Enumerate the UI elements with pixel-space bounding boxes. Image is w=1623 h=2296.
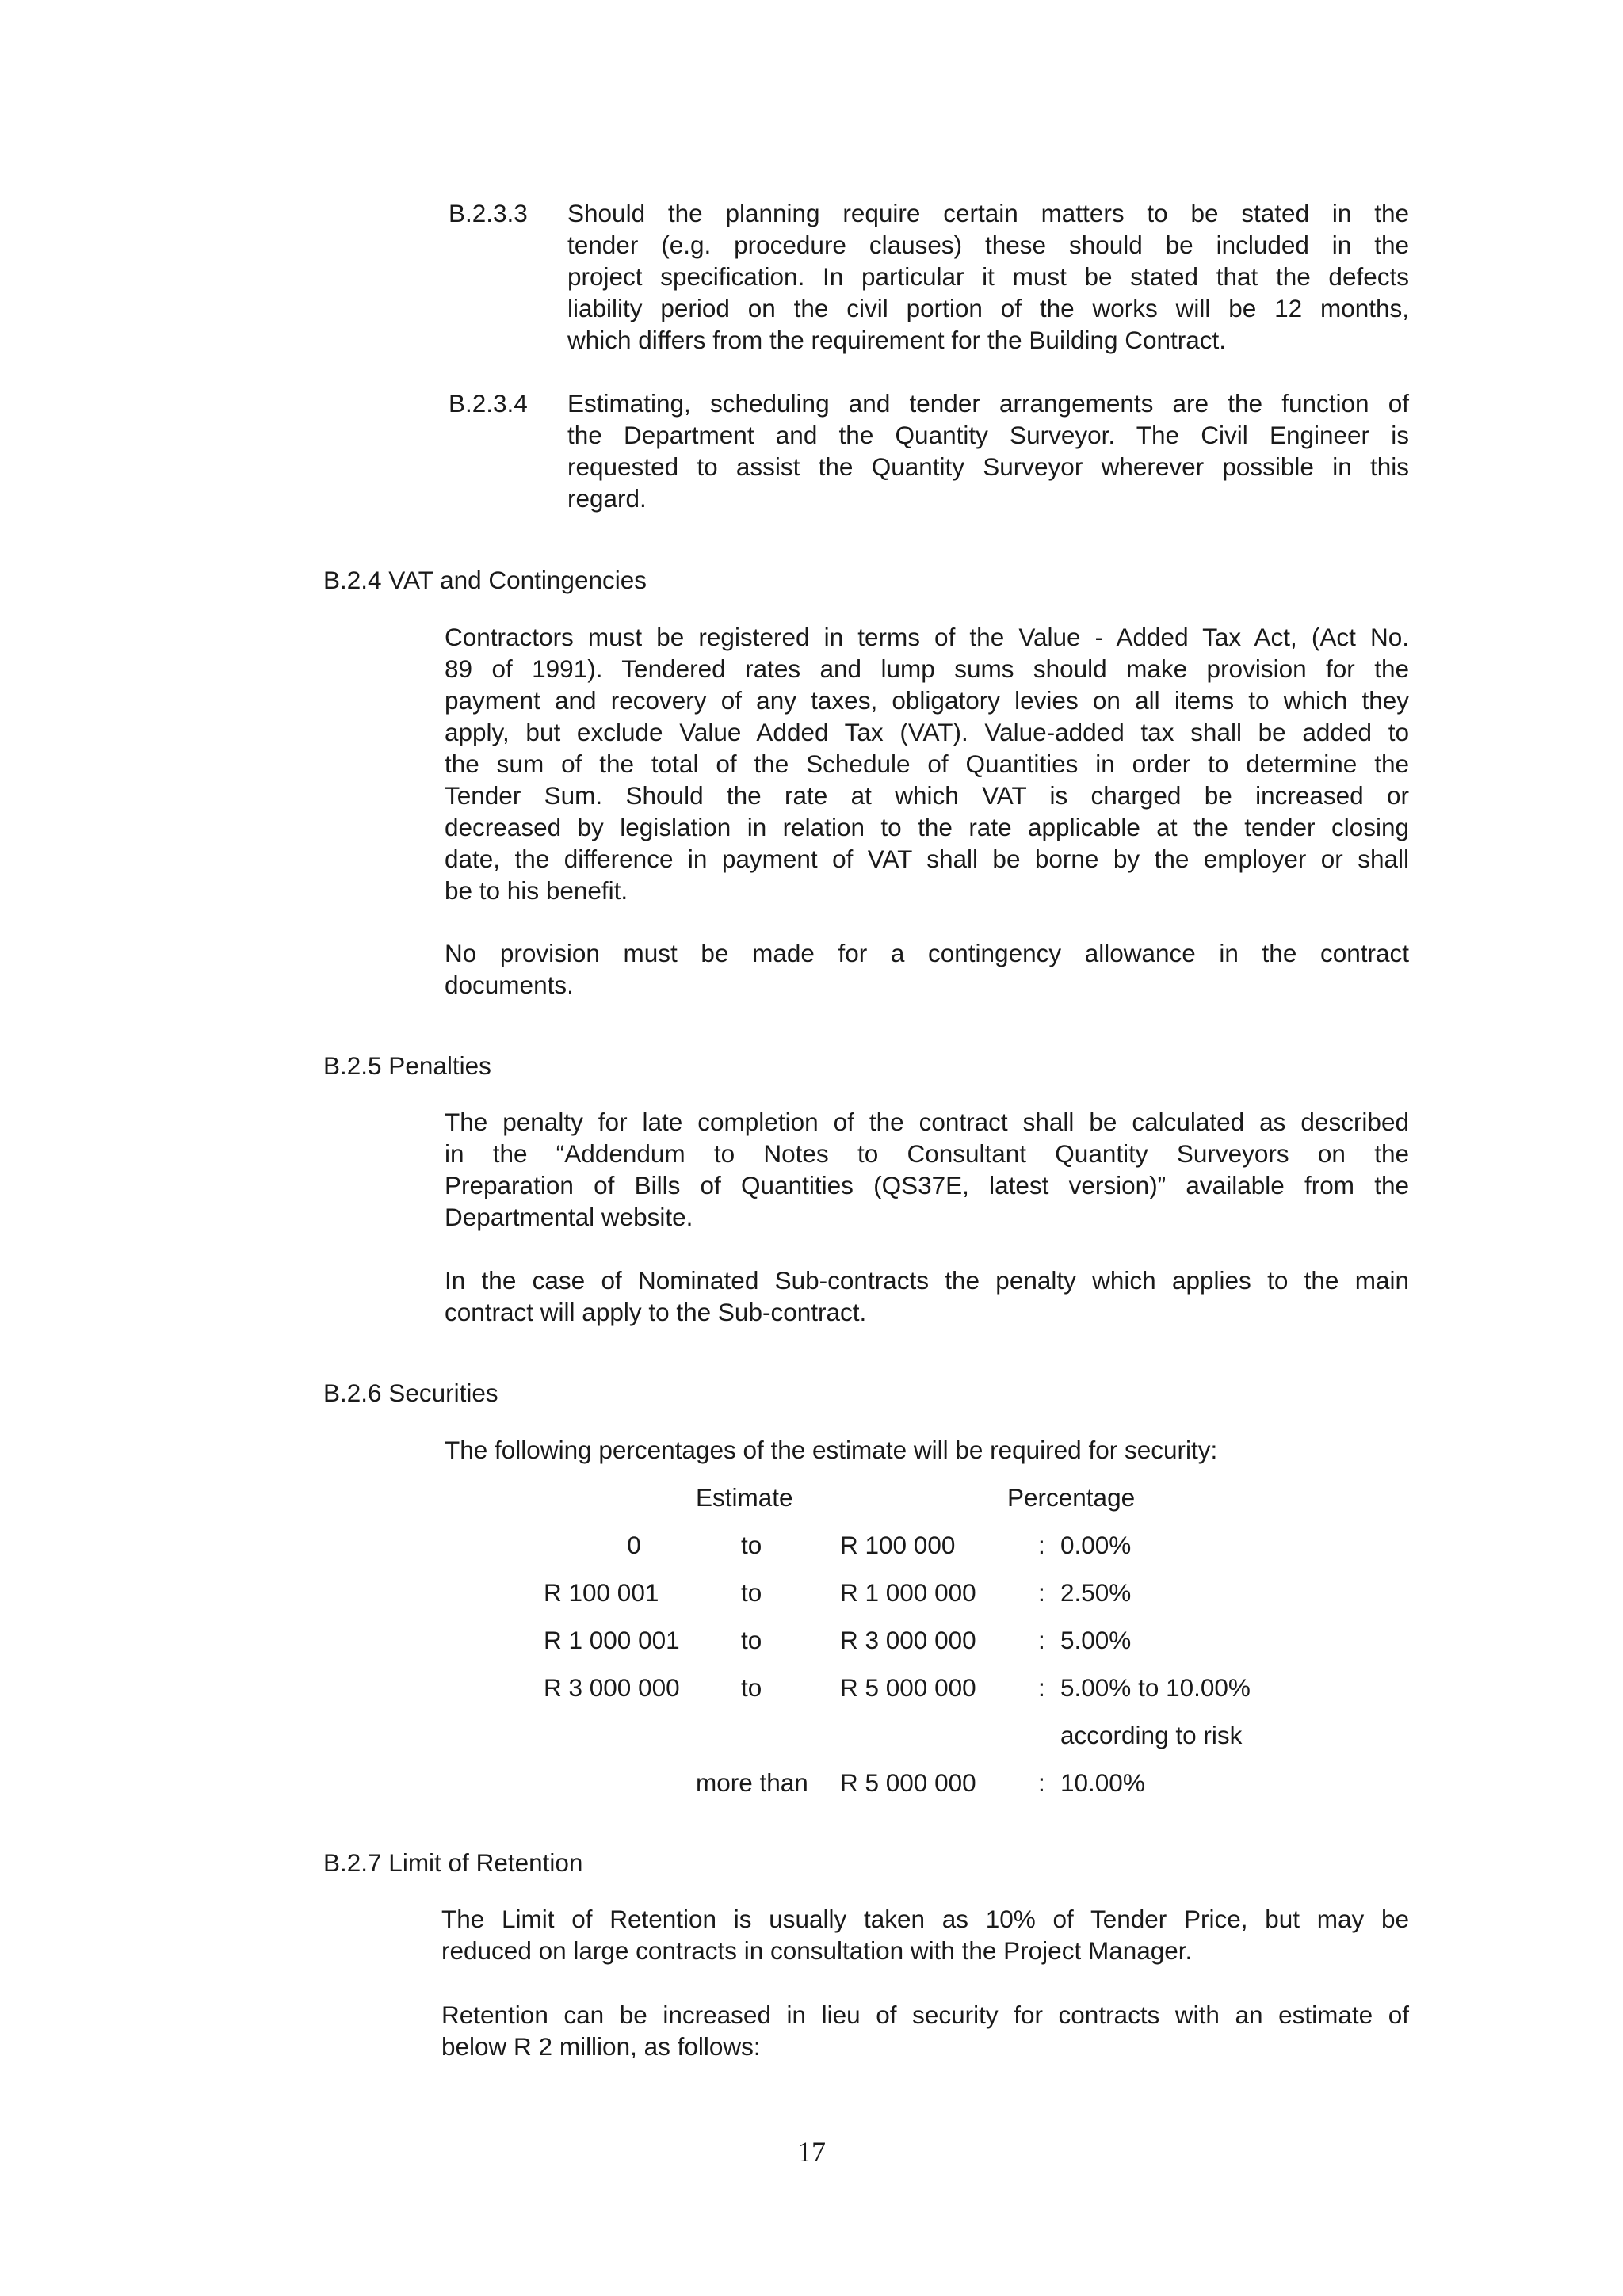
text-line: Departmental website. — [445, 1203, 693, 1231]
estimate-to: R 5 000 000 — [840, 1673, 976, 1702]
section-heading-b27: B.2.7 Limit of Retention — [323, 1848, 583, 1877]
colon-separator: : — [1038, 1768, 1045, 1797]
colon-separator: : — [1038, 1578, 1045, 1607]
colon-separator: : — [1038, 1673, 1045, 1702]
text-line: the sum of the total of the Schedule of Quantities in order to determine the — [445, 749, 1409, 778]
securities-intro: The following percentages of the estimate will be required for security: — [445, 1436, 1218, 1464]
text-line: contract will apply to the Sub-contract. — [445, 1298, 867, 1326]
text-line: tender (e.g. procedure clauses) these should be included in the — [567, 231, 1409, 259]
text-line: be to his benefit. — [445, 876, 628, 905]
text-line: in the “Addendum to Notes to Consultant Quantity Surveyors on the — [445, 1139, 1409, 1168]
colon-separator: : — [1038, 1531, 1045, 1559]
text-line: the Department and the Quantity Surveyor. The Civil Engineer is — [567, 421, 1409, 449]
to-word: to — [741, 1626, 762, 1654]
text-line: apply, but exclude Value Added Tax (VAT). Value-added tax shall be added to — [445, 718, 1409, 746]
percentage-value: 10.00% — [1060, 1768, 1145, 1797]
paragraph-b27-increase — [441, 1999, 1409, 2062]
estimate-to: R 100 000 — [840, 1531, 956, 1559]
text-line: Tender Sum. Should the rate at which VAT is charged be increased or — [445, 781, 1409, 810]
percentage-value: 2.50% — [1060, 1578, 1132, 1607]
text-line: The penalty for late completion of the contract shall be calculated as described — [445, 1108, 1409, 1136]
text-line: The Limit of Retention is usually taken as 10% of Tender Price, but may be — [441, 1905, 1409, 1933]
paragraph-b234 — [567, 387, 1409, 514]
text-line: reduced on large contracts in consultation with the Project Manager. — [441, 1936, 1193, 1965]
text-line: decreased by legislation in relation to the rate applicable at the tender closing — [445, 813, 1409, 841]
page-number: 17 — [797, 2136, 826, 2168]
estimate-to: R 1 000 000 — [840, 1578, 976, 1607]
text-line: Retention can be increased in lieu of security for contracts with an estimate of — [441, 2000, 1409, 2029]
to-word: to — [741, 1578, 762, 1607]
estimate-from: R 1 000 001 — [544, 1626, 680, 1654]
text-line: which differs from the requirement for the Building Contract. — [567, 326, 1227, 354]
percentage-value: 5.00% to 10.00% — [1060, 1673, 1251, 1702]
text-line: Should the planning require certain matters to be stated in the — [567, 199, 1409, 227]
percentage-value: 0.00% — [1060, 1531, 1132, 1559]
text-line: liability period on the civil portion of the works will be 12 months, — [567, 294, 1409, 322]
text-line: requested to assist the Quantity Surveyor wherever possible in this — [567, 452, 1409, 481]
text-line: below R 2 million, as follows: — [441, 2032, 761, 2061]
paragraph-b233 — [567, 197, 1409, 356]
estimate-from: 0 — [627, 1531, 641, 1559]
subsection-number-b234: B.2.3.4 — [449, 389, 528, 418]
estimate-from: R 3 000 000 — [544, 1673, 680, 1702]
text-line: Preparation of Bills of Quantities (QS37E, latest version)” available from the — [445, 1171, 1409, 1199]
text-line: In the case of Nominated Sub-contracts the penalty which applies to the main — [445, 1266, 1409, 1295]
text-line: No provision must be made for a contingency allowance in the contract — [445, 939, 1409, 967]
text-line: Estimating, scheduling and tender arrangements are the function of — [567, 389, 1409, 418]
text-line: project specification. In particular it must be stated that the defects — [567, 262, 1409, 291]
estimate-to: R 5 000 000 — [840, 1768, 976, 1797]
estimate-from: R 100 001 — [544, 1578, 659, 1607]
percentage-note: according to risk — [1060, 1721, 1243, 1749]
text-line: 89 of 1991). Tendered rates and lump sums should make provision for the — [445, 654, 1409, 683]
colon-separator: : — [1038, 1626, 1045, 1654]
text-line: date, the difference in payment of VAT shall be borne by the employer or shall — [445, 845, 1409, 873]
paragraph-b24-vat — [445, 621, 1409, 906]
more-than-word: more than — [696, 1768, 808, 1797]
section-heading-b24: B.2.4 VAT and Contingencies — [323, 566, 647, 594]
estimate-to: R 3 000 000 — [840, 1626, 976, 1654]
to-word: to — [741, 1531, 762, 1559]
text-line: documents. — [445, 971, 574, 999]
text-line: Contractors must be registered in terms of the Value - Added Tax Act, (Act No. — [445, 623, 1409, 651]
paragraph-b27-limit — [441, 1903, 1409, 1966]
column-header-percentage: Percentage — [1007, 1483, 1136, 1512]
text-line: payment and recovery of any taxes, obligatory levies on all items to which they — [445, 686, 1409, 715]
to-word: to — [741, 1673, 762, 1702]
column-header-estimate: Estimate — [696, 1483, 793, 1512]
paragraph-b25-penalty — [445, 1106, 1409, 1233]
subsection-number-b233: B.2.3.3 — [449, 199, 528, 227]
paragraph-b25-subcontracts — [445, 1264, 1409, 1328]
text-line: regard. — [567, 484, 647, 513]
section-heading-b25: B.2.5 Penalties — [323, 1051, 491, 1080]
section-heading-b26: B.2.6 Securities — [323, 1379, 498, 1407]
paragraph-b24-contingency — [445, 937, 1409, 1001]
percentage-value: 5.00% — [1060, 1626, 1132, 1654]
